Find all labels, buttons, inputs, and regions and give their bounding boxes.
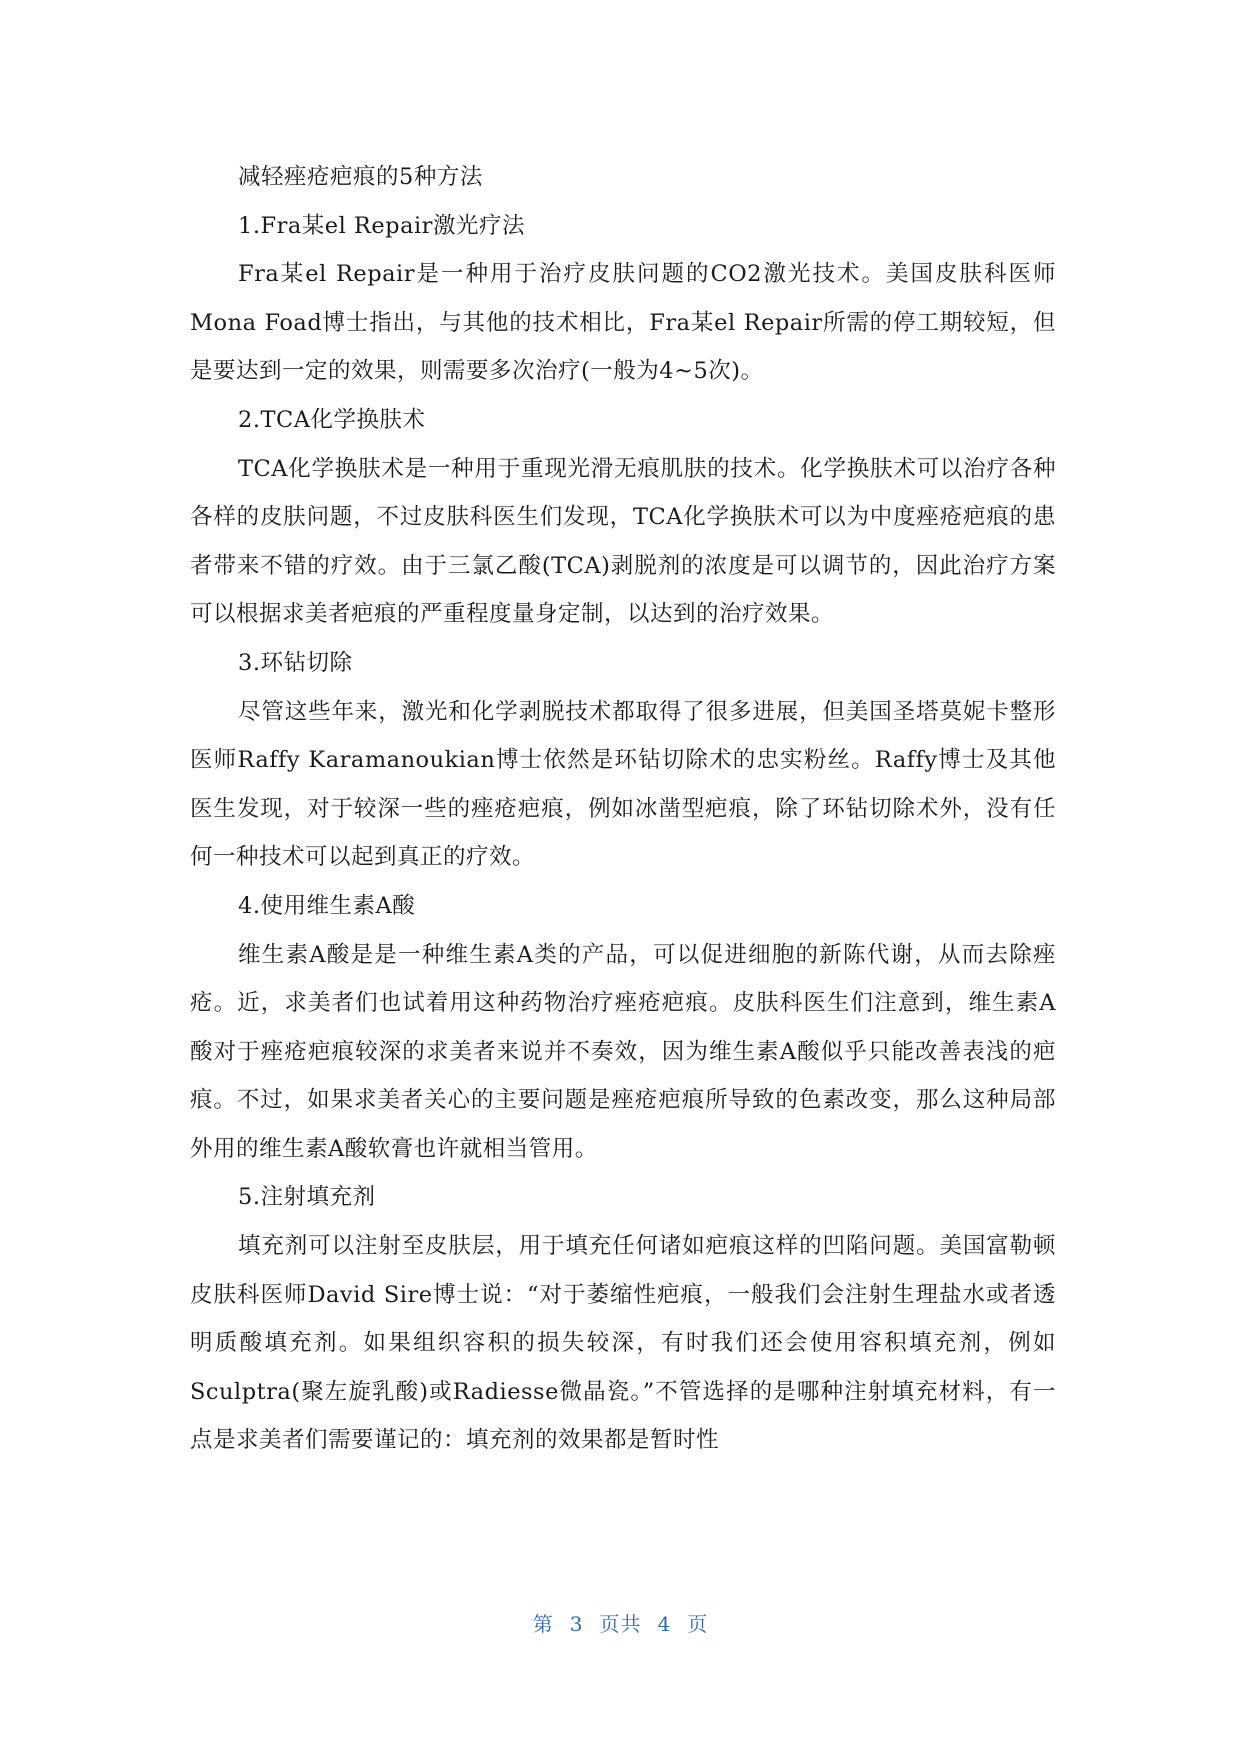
section-body-5: 填充剂可以注射至皮肤层，用于填充任何诸如疤痕这样的凹陷问题。美国富勒顿皮肤科医师David Sire博士说：“对于萎缩性疤痕，一般我们会注射生理盐水或者透明质酸填充剂。如果组织容积的损失较深，有时我们还会使用容积填充剂，例如Sculptra(聚左旋乳酸)或Radiesse微晶瓷。”不管选择的是哪种注射填充材料，有一点是求美者们需要谨记的：填充剂的效果都是暂时性 bbox=[190, 1233, 1056, 1454]
section-heading-3: 3.环钻切除 bbox=[238, 649, 353, 676]
section-body-2: TCA化学换肤术是一种用于重现光滑无痕肌肤的技术。化学换肤术可以治疗各种各样的皮肤问题，不过皮肤科医生们发现，TCA化学换肤术可以为中度痤疮疤痕的患者带来不错的疗效。由于三氯乙酸(TCA)剥脱剂的浓度是可以调节的，因此治疗方案可以根据求美者疤痕的严重程度量身定制，以达到的治疗效果。 bbox=[190, 455, 1056, 628]
document-body bbox=[190, 153, 1056, 1465]
section-body-4: 维生素A酸是是一种维生素A类的产品，可以促进细胞的新陈代谢，从而去除痤疮。近，求美者们也试着用这种药物治疗痤疮疤痕。皮肤科医生们注意到，维生素A酸对于痤疮疤痕较深的求美者来说并不奏效，因为维生素A酸似乎只能改善表浅的疤痕。不过，如果求美者关心的主要问题是痤疮疤痕所导致的色素改变，那么这种局部外用的维生素A酸软膏也许就相当管用。 bbox=[190, 941, 1056, 1162]
section-heading-5: 5.注射填充剂 bbox=[238, 1184, 376, 1211]
total-page-number: 4 bbox=[657, 1612, 672, 1636]
section-body-1: Fra某el Repair是一种用于治疗皮肤问题的CO2激光技术。美国皮肤科医师Mona Foad博士指出，与其他的技术相比，Fra某el Repair所需的停工期较短，但是要达到一定的效果，则需要多次治疗(一般为4~5次)。 bbox=[190, 261, 1056, 385]
section-heading-2: 2.TCA化学换肤术 bbox=[238, 406, 426, 433]
current-page-number: 3 bbox=[569, 1612, 584, 1636]
page-suffix: 页 bbox=[687, 1612, 709, 1636]
document-title: 减轻痤疮疤痕的5种方法 bbox=[238, 164, 483, 190]
section-heading-4: 4.使用维生素A酸 bbox=[238, 892, 416, 919]
section-body-3: 尽管这些年来，激光和化学剥脱技术都取得了很多进展，但美国圣塔莫妮卡整形医师Raffy Karamanoukian博士依然是环钻切除术的忠实粉丝。Raffy博士及其他医生发现，对于较深一些的痤疮疤痕，例如冰凿型疤痕，除了环钻切除术外，没有任何一种技术可以起到真正的疗效。 bbox=[190, 698, 1056, 871]
page-prefix: 第 bbox=[532, 1612, 554, 1636]
page-footer bbox=[0, 1608, 1241, 1637]
page-middle: 页共 bbox=[599, 1612, 642, 1636]
section-heading-1: 1.Fra某el Repair激光疗法 bbox=[238, 212, 525, 239]
